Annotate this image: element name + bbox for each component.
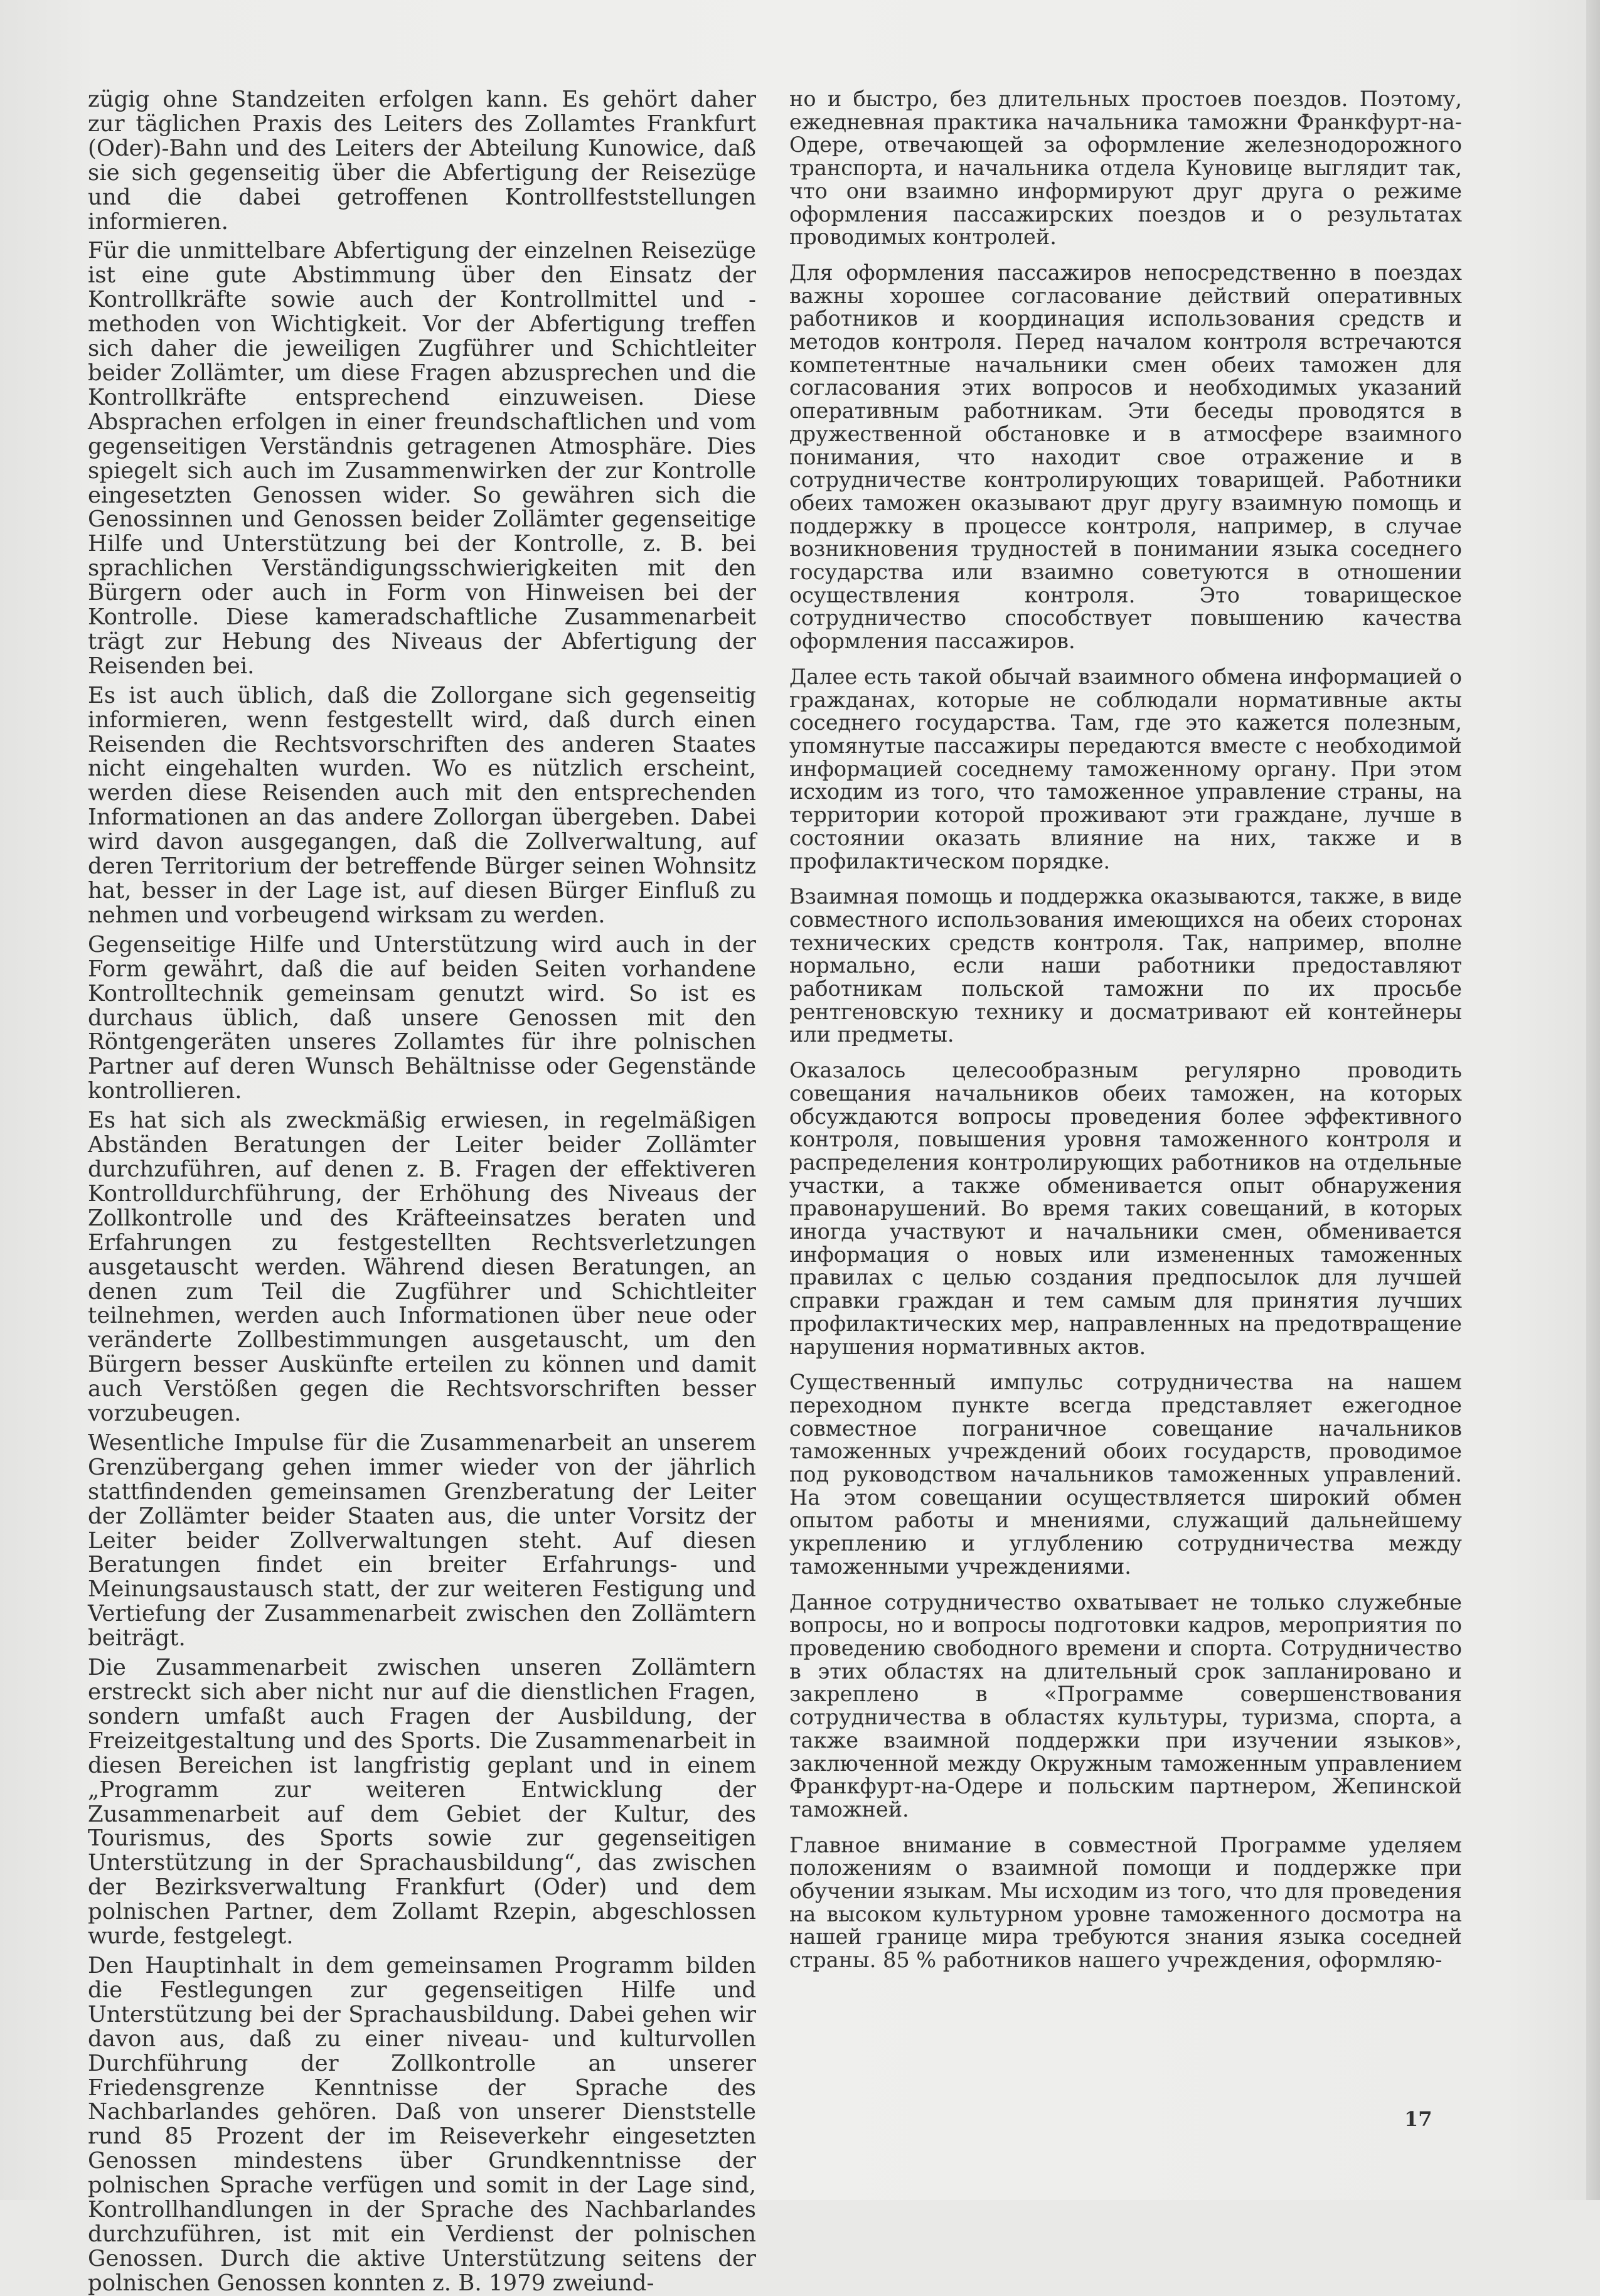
paragraph: Es hat sich als zweckmäßig erwiesen, in regelmäßigen Abständen Beratungen der Leiter beider Zollämter durchzuführen, auf denen z. B. Fragen der effektiveren Kontrolldurchführung, der Erhöhung des Niveaus der Zollkontrolle und des Kräfteeinsatzes beraten und Erfahrungen zu festgestellten Rechtsverletzungen ausgetauscht werden. Während diesen Beratungen, an denen zum Teil die Zugführer und Schichtleiter teilnehmen, werden auch Informationen über neue oder veränderte Zollbestimmungen ausgetauscht, um den Bürgern besser Auskünfte erteilen zu können und damit auch Verstößen gegen die Rechtsvorschriften besser vorzubeugen. [88,1108,756,1427]
paragraph: Für die unmittelbare Abfertigung der einzelnen Reisezüge ist eine gute Abstimmung über den Einsatz der Kontrollkräfte sowie auch der Kontrollmittel und -methoden von Wichtigkeit. Vor der Abfertigung treffen sich daher die jeweiligen Zugführer und Schichtleiter beider Zollämter, um diese Fragen abzusprechen und die Kontrollkräfte entsprechend einzuweisen. Diese Absprachen erfolgen in einer freundschaftlichen und vom gegenseitigen Verständnis getragenen Atmosphäre. Dies spiegelt sich auch im Zusammenwirken der zur Kontrolle eingesetzten Genossen wider. So gewähren sich die Genossinnen und Genossen beider Zollämter gegenseitige Hilfe und Unterstützung bei der Kontrolle, z. B. bei sprachlichen Verständigungsschwierigkeiten mit den Bürgern oder auch in Form von Hinweisen bei der Kontrolle. Diese kameradschaftliche Zusammenarbeit trägt zur Hebung des Niveaus der Abfertigung der Reisenden bei. [88,238,756,679]
paragraph: Die Zusammenarbeit zwischen unseren Zollämtern erstreckt sich aber nicht nur auf die dienstlichen Fragen, sondern umfaßt auch Fragen der Ausbildung, der Freizeitgestaltung und des Sports. Die Zusammenarbeit in diesen Bereichen ist langfristig geplant und in einem „Programm zur weiteren Entwicklung der Zusammenarbeit auf dem Gebiet der Kultur, des Tourismus, des Sports sowie zur gegenseitigen Unterstützung in der Sprachausbildung“, das zwischen der Bezirksverwaltung Frankfurt (Oder) und dem polnischen Partner, dem Zollamt Rzepin, abgeschlossen wurde, festgelegt. [88,1655,756,1950]
paragraph: Для оформления пассажиров непосредственно в поездах важны хорошее согласование действий оперативных работников и координация использования средств и методов контроля. Перед началом контроля встречаются компетентные начальники смен обеих таможен для согласования этих вопросов и необходимых указаний оперативным работникам. Эти беседы проводятся в дружественной обстановке и в атмосфере взаимного понимания, что находит свое отражение и в сотрудничестве контролирующих товарищей. Работники обеих таможен оказывают друг другу взаимную помощь и поддержку в процессе контроля, например, в случае возникновения трудностей в понимании языка соседнего государства или взаимно советуются в отношении осуществления контроля. Это товарищеское сотрудничество способствует повышению качества оформления пассажиров. [789,260,1462,654]
paragraph: Существенный импульс сотрудничества на нашем переходном пункте всегда представляет ежегодное совместное пограничное совещание начальников таможенных учреждений обоих государств, проводимое под руководством начальников таможенных управлений. На этом совещании осуществляется широкий обмен опытом работы и мнениями, служащий дальнейшему укреплению и углублению сотрудничества между таможенными учреждениями. [789,1370,1462,1579]
page-edge-shadow [1586,0,1600,2200]
left-column-german [88,88,756,2296]
paragraph: Wesentliche Impulse für die Zusammenarbeit an unserem Grenzübergang gehen immer wieder von der jährlich stattfindenden gemeinsamen Grenzberatung der Leiter der Zollämter beider Staaten aus, die unter Vorsitz der Leiter beider Zollverwaltungen steht. Auf diesen Beratungen findet ein breiter Erfahrungs- und Meinungsaustausch statt, der zur weiteren Festigung und Vertiefung der Zusammenarbeit zwischen den Zollämtern beiträgt. [88,1429,756,1652]
paragraph: Оказалось целесообразным регулярно проводить совещания начальников обеих таможен, на которых обсуждаются вопросы проведения более эффективного контроля, повышения уровня таможенного контроля и распределения контролирующих работников на отдельные участки, а также обменивается опыт обнаружения правонарушений. Во время таких совещаний, в которых иногда участвуют и начальники смен, обменивается информация о новых или измененных таможенных правилах с целью создания предпосылок для лучшей справки граждан и тем самым для принятия лучших профилактических мер, направленных на предотвращение нарушения нормативных актов. [789,1058,1462,1359]
paragraph: Den Hauptinhalt in dem gemeinsamen Programm bilden die Festlegungen zur gegenseitigen Hilfe und Unterstützung bei der Sprachausbildung. Dabei gehen wir davon aus, daß zu einer niveau- und kulturvollen Durchführung der Zollkontrolle an unserer Friedensgrenze Kenntnisse der Sprache des Nachbarlandes gehören. Daß von unserer Dienststelle rund 85 Prozent der im Reiseverkehr eingesetzten Genossen mindestens über Grundkenntnisse der polnischen Sprache verfügen und somit in der Lage sind, Kontrollhandlungen in der Sprache des Nachbarlandes durchzuführen, ist mit ein Verdienst der polnischen Genossen. Durch die aktive Unterstützung seitens der polnischen Genossen konnten z. B. 1979 zweiund- [88,1952,756,2296]
paragraph: Данное сотрудничество охватывает не только служебные вопросы, но и вопросы подготовки кадров, мероприятия по проведению свободного времени и спорта. Сотрудничество в этих областях на длительный срок запланировано и закреплено в «Программе совершенствования сотрудничества в областях культуры, туризма, спорта, а также взаимной поддержки при изучении языков», заключенной между Окружным таможенным управлением Франкфурт-на-Одере и польским партнером, Жепинской таможней. [789,1589,1462,1822]
page-number: 17 [1404,2107,1432,2131]
paragraph: Es ist auch üblich, daß die Zollorgane sich gegenseitig informieren, wenn festgestellt wird, daß durch einen Reisenden die Rechtsvorschriften des anderen Staates nicht eingehalten wurden. Wo es nützlich erscheint, werden diese Reisenden auch mit den entsprechenden Informationen an das andere Zollorgan übergeben. Dabei wird davon ausgegangen, daß die Zollverwaltung, auf deren Territorium der betreffende Bürger seinen Wohnsitz hat, besser in der Lage ist, auf diesen Bürger Einfluß zu nehmen und vorbeugend wirksam zu werden. [88,682,756,928]
paragraph: Взаимная помощь и поддержка оказываются, также, в виде совместного использования имеющихся на обеих сторонах технических средств контроля. Так, например, вполне нормально, если наши работники предоставляют работникам польской таможни по их просьбе рентгеновскую технику и досматривают ей контейнеры или предметы. [789,884,1462,1047]
paragraph: Главное внимание в совместной Программе уделяем положениям о взаимной помощи и поддержке при обучении языкам. Мы исходим из того, что для проведения на высоком культурном уровне таможенного досмотра на нашей границе мира требуются знания языка соседней страны. 85 % работников нашего учреждения, оформляю- [789,1832,1462,1973]
paragraph: Далее есть такой обычай взаимного обмена информацией о гражданах, которые не соблюдали нормативные акты соседнего государства. Там, где это кажется полезным, упомянутые пассажиры передаются вместе с необходимой информацией соседнему таможенному органу. При этом исходим из того, что таможенное управление страны, на территории которой проживают эти граждане, лучше в состоянии оказать влияние на них, также и в профилактическом порядке. [789,664,1462,873]
paragraph: Gegenseitige Hilfe und Unterstützung wird auch in der Form gewährt, daß die auf beiden Seiten vorhandene Kontrolltechnik gemeinsam genutzt wird. So ist es durchaus üblich, daß unsere Genossen mit den Röntgengeräten unseres Zollamtes für ihre polnischen Partner auf deren Wunsch Behältnisse oder Gegenstände kontrollieren. [88,931,756,1104]
paragraph: но и быстро, без длительных простоев поездов. Поэтому, ежедневная практика начальника таможни Франкфурт-на-Одере, отвечающей за оформление железнодорожного транспорта, и начальника отдела Куновице выглядит так, что они взаимно информируют друг друга о режиме оформления пассажирских поездов и о результатах проводимых контролей. [789,87,1462,250]
right-column-russian [789,88,1462,1972]
paragraph: zügig ohne Standzeiten erfolgen kann. Es gehört daher zur täglichen Praxis des Leiters des Zollamtes Frankfurt (Oder)-Bahn und des Leiters der Abteilung Kunowice, daß sie sich gegenseitig über die Abfertigung der Reisezüge und die dabei getroffenen Kontrollfeststellungen informieren. [88,87,756,235]
